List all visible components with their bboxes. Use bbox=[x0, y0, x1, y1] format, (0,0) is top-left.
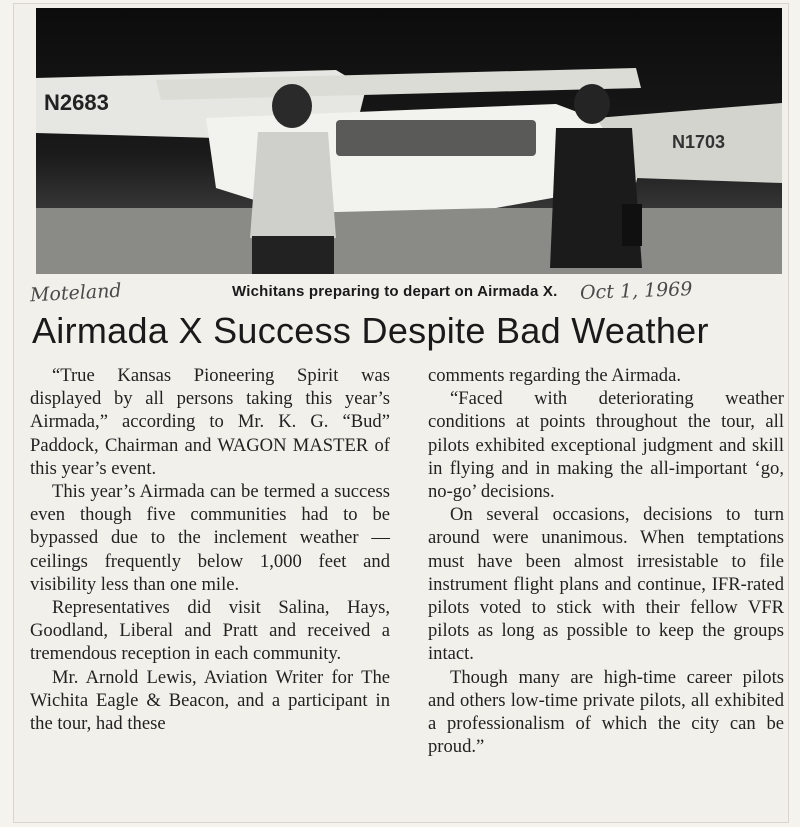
paragraph-continuation: comments regarding the Airmada. bbox=[428, 365, 682, 386]
man-right-bag bbox=[622, 204, 642, 246]
article-column-left bbox=[30, 364, 390, 735]
handwritten-note-left: Moteland bbox=[29, 279, 123, 307]
handwritten-date: Oct 1, 1969 bbox=[579, 278, 693, 304]
paragraph: Representatives did visit Salina, Hays, Goodland, Liberal and Pratt and received a tremendous reception in each community. bbox=[30, 597, 390, 665]
photo-caption: Wichitans preparing to depart on Airmada X. bbox=[232, 283, 558, 300]
airplane-photo-illustration bbox=[36, 8, 782, 274]
man-right-head bbox=[574, 84, 610, 124]
paragraph: “True Kansas Pioneering Spirit was displayed by all persons taking this year’s Airmada,” according to Mr. K. G. “Bud” Paddock, Chairman and WAGON MASTER of this year’s event. bbox=[30, 365, 390, 479]
paragraph: This year’s Airmada can be termed a success even though five communities had to be bypassed due to the inclement weather — ceilings frequently below 1,000 feet and visibility less than one mile. bbox=[30, 481, 390, 595]
man-right-jacket bbox=[550, 128, 642, 268]
man-left-trousers bbox=[252, 236, 334, 274]
article-column-right bbox=[428, 364, 784, 758]
news-photo bbox=[36, 8, 782, 274]
paragraph: On several occasions, decisions to turn around were unanimous. When temptations must have been almost irresistable to file instrument flight plans and continue, IFR-rated pilots voted to stick with their fellow VFR pilots as long as possible to keep the groups intact. bbox=[428, 504, 784, 665]
paragraph: “Faced with deteriorating weather conditions at points throughout the tour, all pilots exhibited exceptional judgment and skill in flying and in making the all-important ‘go, no-go’ decisions. bbox=[428, 388, 784, 503]
headline: Airmada X Success Despite Bad Weather bbox=[32, 310, 709, 351]
left-tail-number: N2683 bbox=[44, 90, 109, 115]
man-left-head bbox=[272, 84, 312, 128]
paragraph: Though many are high-time career pilots and others low-time private pilots, all exhibited a professionalism of which the city can be proud.” bbox=[428, 666, 784, 758]
man-left-shirt bbox=[250, 132, 336, 238]
cockpit-windows bbox=[336, 120, 536, 156]
right-tail-number: N1703 bbox=[672, 132, 726, 152]
hangar-floor bbox=[36, 208, 782, 274]
paragraph: Mr. Arnold Lewis, Aviation Writer for The Wichita Eagle & Beacon, and a participant in the tour, had these bbox=[30, 666, 390, 735]
center-airplane-wing bbox=[156, 68, 641, 100]
